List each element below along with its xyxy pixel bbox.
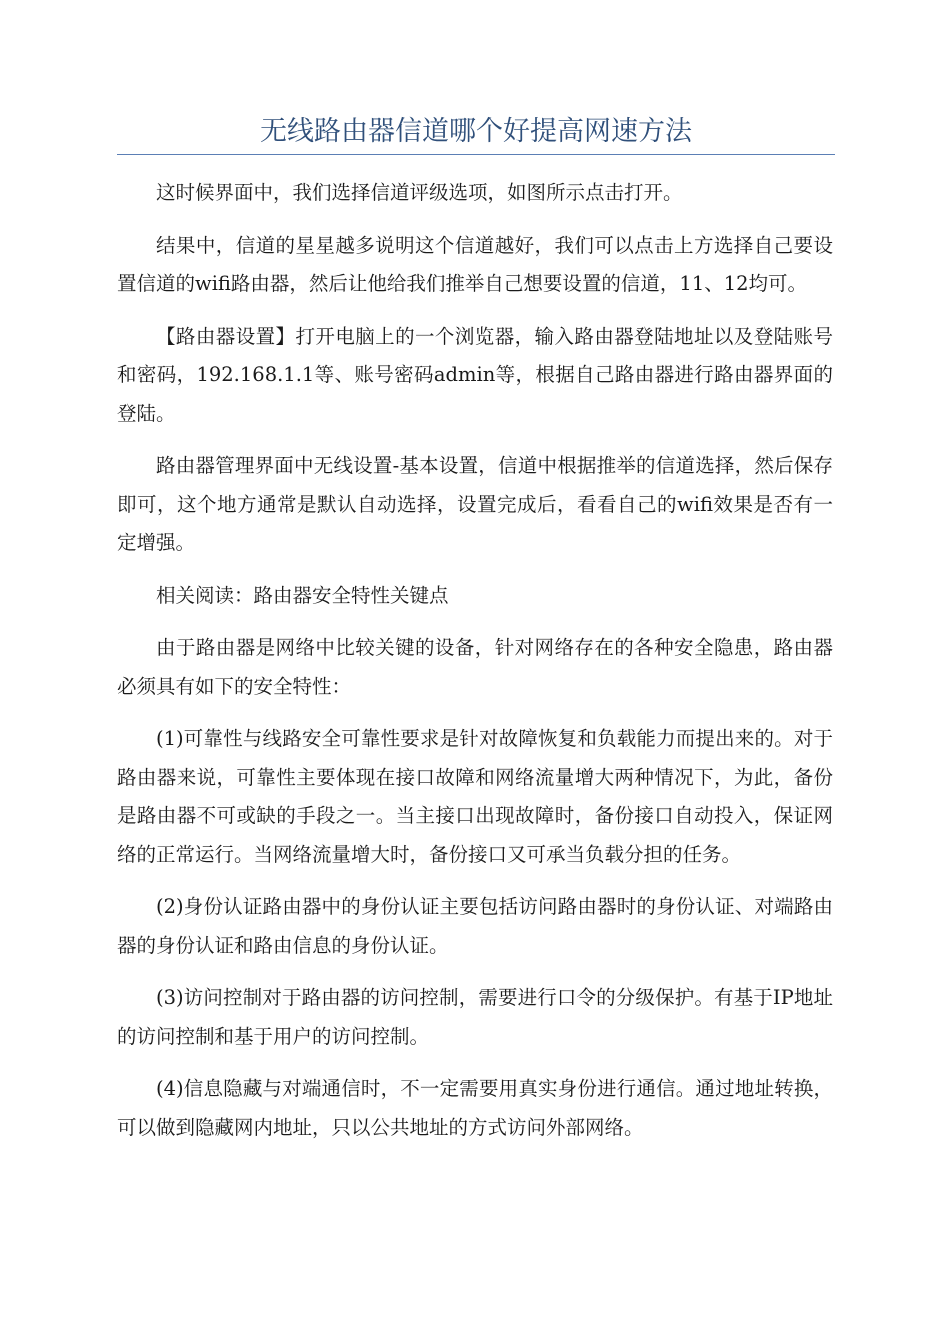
paragraph: 这时候界面中，我们选择信道评级选项，如图所示点击打开。	[156, 181, 683, 204]
document-body	[117, 174, 833, 1161]
paragraph: (1)可靠性与线路安全可靠性要求是针对故障恢复和负载能力而提出来的。对于路由器来说，可靠性主要体现在接口故障和网络流量增大两种情况下，为此，备份是路由器不可或缺的手段之一。当主接口出现故障时，备份接口自动投入，保证网络的正常运行。当网络流量增大时，备份接口又可承当负载分担的任务。	[117, 727, 833, 866]
document-title: 无线路由器信道哪个好提高网速方法	[260, 116, 692, 147]
paragraph: 由于路由器是网络中比较关键的设备，针对网络存在的各种安全隐患，路由器必须具有如下的安全特性：	[117, 636, 833, 698]
paragraph: (2)身份认证路由器中的身份认证主要包括访问路由器时的身份认证、对端路由器的身份认证和路由信息的身份认证。	[117, 895, 833, 957]
paragraph: (3)访问控制对于路由器的访问控制，需要进行口令的分级保护。有基于IP地址的访问控制和基于用户的访问控制。	[117, 986, 833, 1048]
title-underline	[117, 154, 835, 155]
paragraph: (4)信息隐藏与对端通信时，不一定需要用真实身份进行通信。通过地址转换，可以做到隐藏网内地址，只以公共地址的方式访问外部网络。	[117, 1077, 833, 1139]
paragraph: 结果中，信道的星星越多说明这个信道越好，我们可以点击上方选择自己要设置信道的wifi路由器，然后让他给我们推举自己想要设置的信道，11、12均可。	[117, 233, 833, 295]
related-reading-heading: 相关阅读：路由器安全特性关键点	[156, 583, 449, 607]
paragraph: 【路由器设置】打开电脑上的一个浏览器，输入路由器登陆地址以及登陆账号和密码，192.168.1.1等、账号密码admin等，根据自己路由器进行路由器界面的登陆。	[117, 324, 833, 425]
paragraph: 路由器管理界面中无线设置-基本设置，信道中根据推举的信道选择，然后保存即可，这个地方通常是默认自动选择，设置完成后，看看自己的wifi效果是否有一定增强。	[117, 454, 833, 554]
